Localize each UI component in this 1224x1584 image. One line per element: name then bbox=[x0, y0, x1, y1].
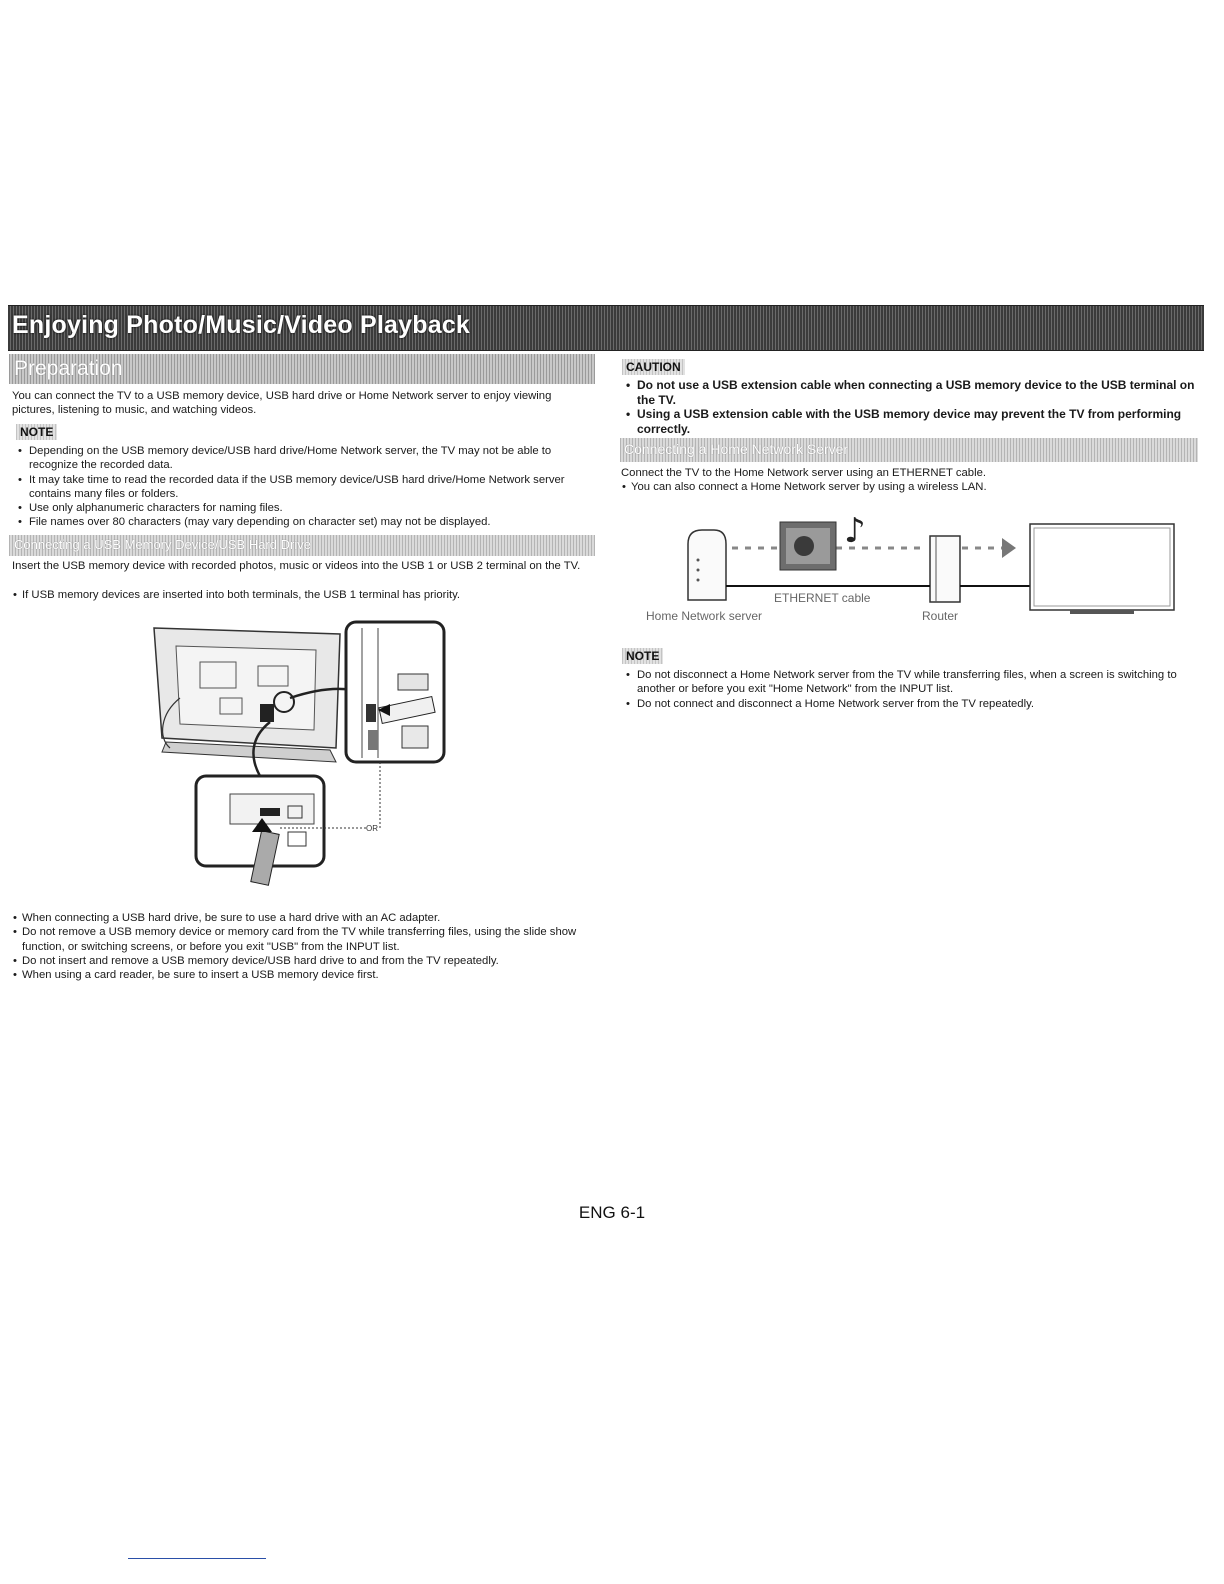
caution-list bbox=[620, 378, 1195, 436]
page-title: Enjoying Photo/Music/Video Playback bbox=[12, 311, 471, 339]
list-item: • When connecting a USB hard drive, be sure to use a hard drive with an AC adapter. bbox=[12, 911, 590, 925]
music-note-icon: ♪ bbox=[844, 511, 866, 551]
tv-icon bbox=[1030, 524, 1174, 614]
usb-terminal-zoom-bottom bbox=[196, 776, 324, 885]
list-item: • Do not remove a USB memory device or memory card from the TV while transferring files, using the slide show function, or switching screens, or before you exit "USB" from the INPUT list. bbox=[12, 925, 590, 954]
ethernet-cable-label: ETHERNET cable bbox=[774, 591, 871, 605]
network-note-label: NOTE bbox=[622, 648, 663, 664]
preparation-title: Preparation bbox=[14, 357, 123, 380]
list-item: • When using a card reader, be sure to insert a USB memory device first. bbox=[12, 968, 590, 982]
home-network-server-icon bbox=[688, 530, 726, 600]
diagram-or-label: OR bbox=[366, 824, 378, 833]
preparation-note-list bbox=[12, 444, 590, 530]
home-network-server-label: Home Network server bbox=[646, 609, 763, 623]
list-item: • It may take time to read the recorded data if the USB memory device/USB hard drive/Home Network server contains many files or folders. bbox=[12, 473, 590, 502]
usb-connection-illustration bbox=[140, 618, 460, 888]
list-item: • Depending on the USB memory device/USB hard drive/Home Network server, the TV may not be able to recognize the recorded data. bbox=[12, 444, 590, 473]
usb-section-intro: Insert the USB memory device with recorded photos, music or videos into the USB 1 or USB 2 terminal on the TV. bbox=[12, 560, 581, 572]
list-item: • Use only alphanumeric characters for naming files. bbox=[12, 501, 590, 515]
network-section-intro: Connect the TV to the Home Network server using an ETHERNET cable. bbox=[621, 467, 987, 479]
network-diagram bbox=[640, 508, 1188, 633]
usb-section-bullets bbox=[12, 588, 590, 602]
usb-section-title: Connecting a USB Memory Device/USB Hard Drive bbox=[14, 537, 311, 552]
usb-section-after-bullets bbox=[12, 911, 590, 982]
usb-terminal-zoom-right bbox=[346, 622, 444, 762]
list-item: • Do not connect and disconnect a Home Network server from the TV repeatedly. bbox=[620, 697, 1198, 711]
network-note-list bbox=[620, 668, 1198, 711]
tv-back-illustration bbox=[154, 628, 340, 762]
network-section-bullets bbox=[621, 480, 1196, 494]
list-item: • If USB memory devices are inserted into both terminals, the USB 1 terminal has priority. bbox=[12, 588, 590, 602]
caution-label: CAUTION bbox=[622, 359, 685, 375]
router-icon bbox=[930, 536, 960, 602]
list-item: • File names over 80 characters (may vary depending on character set) may not be displayed. bbox=[12, 515, 590, 529]
preparation-note-label: NOTE bbox=[16, 424, 57, 440]
list-item: • Do not use a USB extension cable when connecting a USB memory device to the USB terminal on the TV. bbox=[620, 378, 1195, 407]
preparation-intro: You can connect the TV to a USB memory device, USB hard drive or Home Network server to enjoy viewing pictures, listening to music, and watching videos. bbox=[12, 390, 552, 416]
router-label: Router bbox=[922, 609, 959, 623]
page-number: ENG 6-1 bbox=[578, 1203, 646, 1222]
list-item: • Do not insert and remove a USB memory device/USB hard drive to and from the TV repeatedly. bbox=[12, 954, 590, 968]
list-item: • Using a USB extension cable with the USB memory device may prevent the TV from performing correctly. bbox=[620, 407, 1195, 436]
footer-rule bbox=[128, 1558, 266, 1559]
network-section-title: Connecting a Home Network Server bbox=[624, 441, 849, 457]
list-item: • Do not disconnect a Home Network server from the TV while transferring files, when a screen is switching to another or before you exit "Home Network" from the INPUT list. bbox=[620, 668, 1198, 697]
list-item: • You can also connect a Home Network server by using a wireless LAN. bbox=[621, 480, 1196, 494]
